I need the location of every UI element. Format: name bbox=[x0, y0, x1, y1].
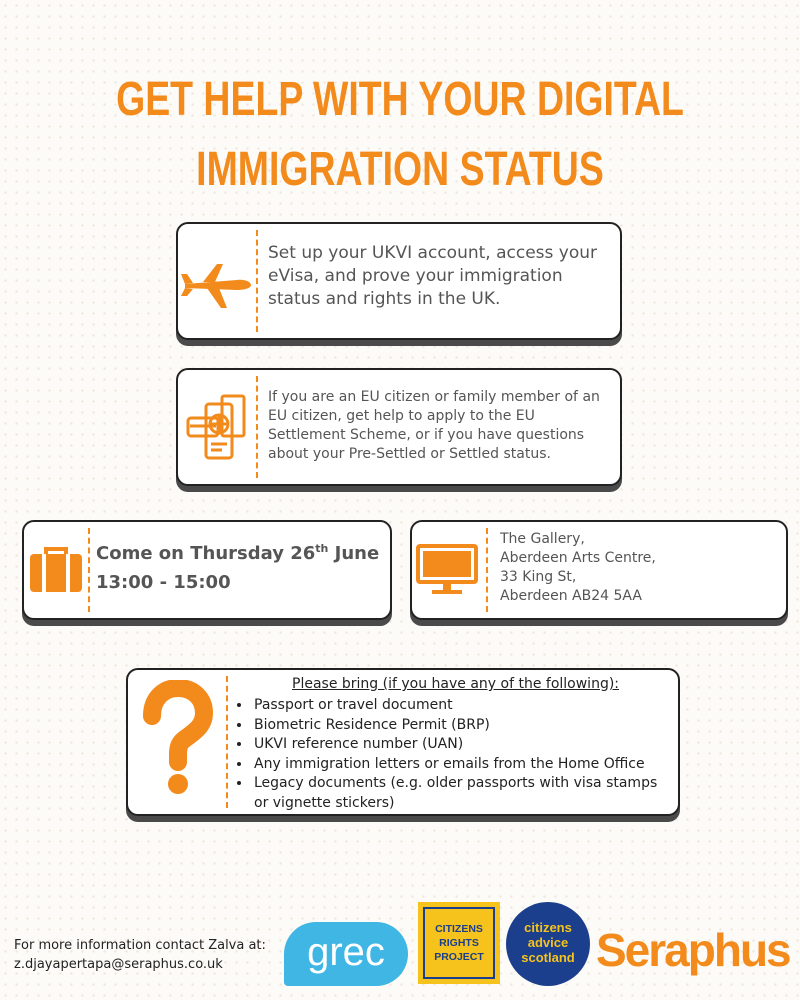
venue-card bbox=[410, 520, 788, 620]
list-item: • Any immigration letters or emails from the Home Office bbox=[252, 755, 666, 775]
crp-line: PROJECT bbox=[434, 951, 484, 963]
cas-line: advice bbox=[527, 935, 569, 950]
page-title-line-1: GET HELP WITH YOUR DIGITAL bbox=[116, 73, 684, 126]
briefcase-icon bbox=[28, 546, 84, 594]
passport-icon bbox=[184, 392, 250, 462]
contact-email[interactable]: z.djayapertapa@seraphus.co.uk bbox=[14, 957, 223, 972]
event-date-card bbox=[22, 520, 392, 620]
crp-line: RIGHTS bbox=[439, 937, 479, 949]
cas-line: scotland bbox=[521, 950, 575, 965]
cas-line: citizens bbox=[524, 920, 572, 935]
event-time: 13:00 - 15:00 bbox=[96, 572, 231, 593]
info-card-eu-settlement bbox=[176, 368, 622, 486]
venue-address bbox=[500, 530, 656, 606]
card-divider bbox=[226, 676, 228, 808]
venue-line: 33 King St, bbox=[500, 569, 577, 585]
question-mark-icon bbox=[136, 680, 216, 798]
venue-line: Aberdeen Arts Centre, bbox=[500, 550, 656, 566]
contact-label: For more information contact Zalva at: bbox=[14, 938, 266, 953]
contact-info bbox=[14, 936, 266, 974]
bring-heading: Please bring (if you have any of the following): bbox=[292, 676, 620, 692]
venue-line: The Gallery, bbox=[500, 531, 585, 547]
citizens-rights-project-logo bbox=[418, 902, 500, 984]
citizens-advice-scotland-logo bbox=[506, 902, 590, 986]
list-item: • Legacy documents (e.g. older passports with visa stamps or vignette stickers) bbox=[252, 774, 666, 813]
seraphus-logo: Seraphus bbox=[596, 924, 790, 976]
eu-settlement-text: If you are an EU citizen or family member of an EU citizen, get help to apply to the EU Settlement Scheme, or if you have questions about your Pre-Settled or Settled status. bbox=[268, 389, 600, 462]
page-title-line-2: IMMIGRATION STATUS bbox=[196, 143, 604, 196]
card-divider bbox=[486, 528, 488, 612]
card-divider bbox=[256, 376, 258, 478]
airplane-icon bbox=[181, 262, 253, 312]
please-bring-card bbox=[126, 668, 680, 816]
info-card-ukvi bbox=[176, 222, 622, 340]
card-divider bbox=[256, 230, 258, 332]
grec-logo bbox=[284, 922, 408, 986]
venue-line: Aberdeen AB24 5AA bbox=[500, 588, 642, 604]
monitor-icon bbox=[416, 544, 478, 596]
crp-line: CITIZENS bbox=[435, 923, 483, 935]
card-divider bbox=[88, 528, 90, 612]
ukvi-text: Set up your UKVI account, access your eVisa, and prove your immigration status and rights in the UK. bbox=[268, 243, 598, 309]
event-date: Come on Thursday 26th June bbox=[96, 542, 380, 564]
list-item: • Biometric Residence Permit (BRP) bbox=[252, 716, 666, 736]
list-item: • UKVI reference number (UAN) bbox=[252, 735, 666, 755]
bring-list bbox=[234, 696, 666, 813]
list-item: • Passport or travel document bbox=[252, 696, 666, 716]
grec-logo-text: grec bbox=[307, 930, 385, 974]
